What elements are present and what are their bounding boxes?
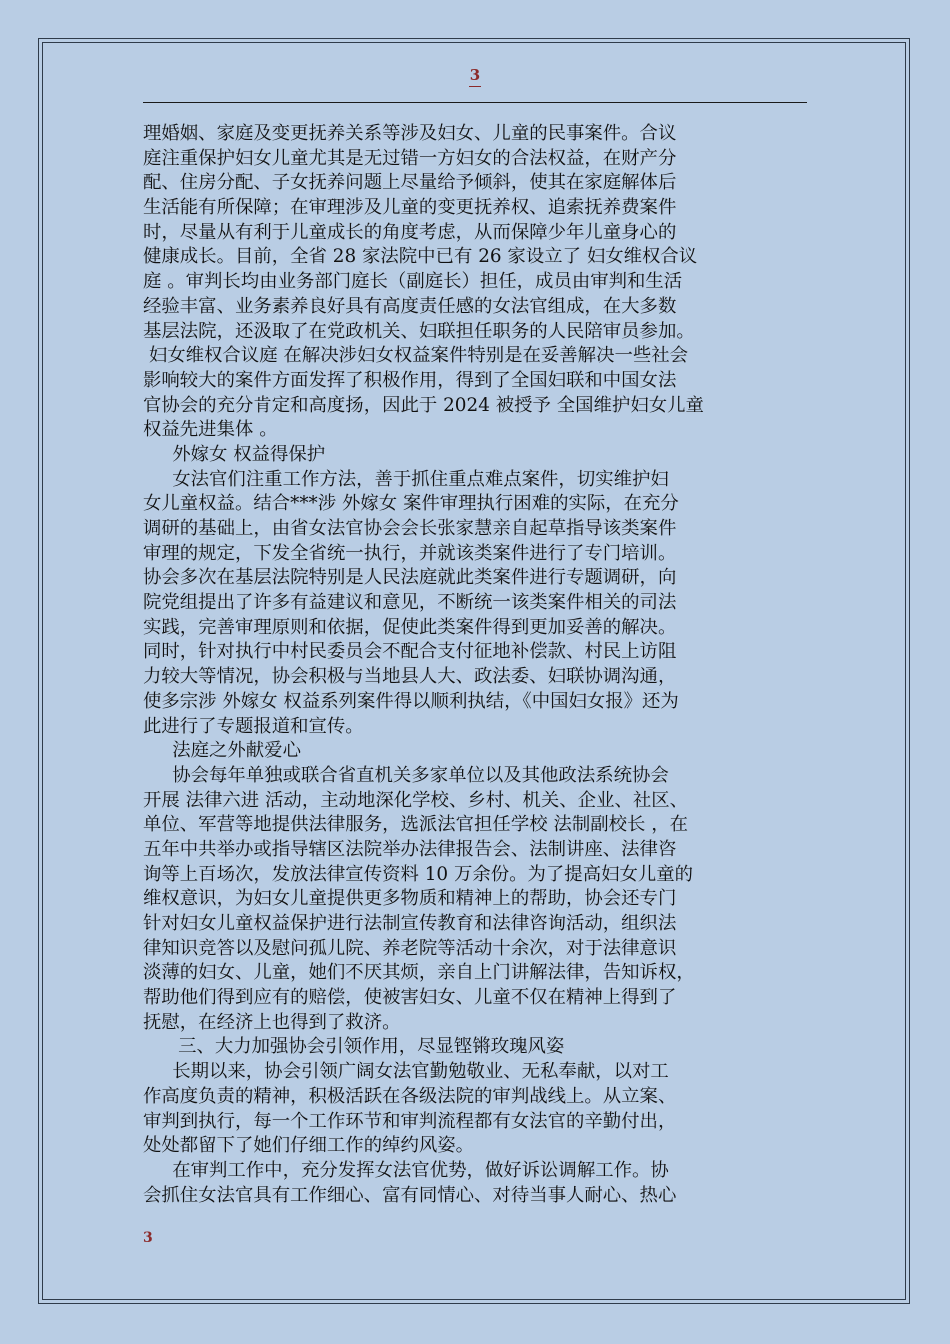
text-line: 单位、军营等地提供法律服务，选派法官担任学校 法制副校长 ，在 — [143, 814, 689, 836]
text-line: 淡薄的妇女、儿童，她们不厌其烦，亲自上门讲解法律，告知诉权， — [143, 962, 695, 984]
text-line: 律知识竞答以及慰问孤儿院、养老院等活动十余次，对于法律意识 — [143, 937, 677, 959]
text-line: 妇女维权合议庭 在解决涉妇女权益案件特别是在妥善解决一些社会 — [143, 345, 689, 367]
text-line: 女儿童权益。结合***涉 外嫁女 案件审理执行困难的实际，在充分 — [143, 493, 679, 515]
text-line: 会抓住女法官具有工作细心、富有同情心、对待当事人耐心、热心 — [143, 1184, 677, 1206]
text-line: 在审判工作中，充分发挥女法官优势，做好诉讼调解工作。协 — [143, 1159, 669, 1181]
header-rule — [143, 102, 807, 103]
text-line: 基层法院，还汲取了在党政机关、妇联担任职务的人民陪审员参加。 — [143, 320, 695, 342]
text-line: 审判到执行，每一个工作环节和审判流程都有女法官的辛勤付出， — [143, 1110, 677, 1132]
text-line: 配、住房分配、子女抚养问题上尽量给予倾斜，使其在家庭解体后 — [143, 172, 677, 194]
header-page-number-underline — [469, 86, 481, 87]
text-line: 处处都留下了她们仔细工作的绰约风姿。 — [143, 1135, 475, 1157]
text-line: 调研的基础上，由省女法官协会会长张家慧亲自起草指导该类案件 — [143, 518, 677, 539]
text-line: 影响较大的案件方面发挥了积极作用，得到了全国妇联和中国女法 — [143, 369, 677, 391]
header-page-number: 3 — [469, 66, 481, 84]
text-line: 维权意识，为妇女儿童提供更多物质和精神上的帮助，协会还专门 — [143, 888, 677, 910]
text-line: 针对妇女儿童权益保护进行法制宣传教育和法律咨询活动，组织法 — [143, 913, 677, 934]
text-line: 时，尽量从有利于儿童成长的角度考虑，从而保障少年儿童身心的 — [143, 221, 677, 243]
text-line: 庭注重保护妇女儿童尤其是无过错一方妇女的合法权益，在财产分 — [143, 147, 677, 169]
text-line: 女法官们注重工作方法，善于抓住重点难点案件，切实维护妇 — [143, 468, 669, 490]
text-line: 协会多次在基层法院特别是人民法庭就此类案件进行专题调研，向 — [143, 567, 677, 589]
document-body — [143, 122, 811, 1208]
text-line: 官协会的充分肯定和高度扬，因此于 2024 被授予 全国维护妇女儿童 — [143, 394, 704, 416]
text-line: 抚慰，在经济上也得到了救济。 — [143, 1011, 401, 1033]
text-line: 同时，针对执行中村民委员会不配合支付征地补偿款、村民上访阻 — [143, 641, 677, 663]
text-line: 理婚姻、家庭及变更抚养关系等涉及妇女、儿童的民事案件。合议 — [143, 123, 677, 144]
text-line: 使多宗涉 外嫁女 权益系列案件得以顺利执结，《中国妇女报》还为 — [143, 690, 679, 712]
text-line: 力较大等情况，协会积极与当地县人大、政法委、妇联协调沟通， — [143, 666, 677, 688]
text-line: 法庭之外献爱心 — [143, 740, 301, 762]
text-line: 外嫁女 权益得保护 — [143, 443, 326, 465]
text-line: 五年中共举办或指导辖区法院举办法律报告会、法制讲座、法律咨 — [143, 838, 677, 860]
text-line: 开展 法律六进 活动，主动地深化学校、乡村、机关、企业、社区、 — [143, 789, 689, 811]
text-line: 生活能有所保障；在审理涉及儿童的变更抚养权、追索抚养费案件 — [143, 197, 677, 219]
text-line: 作高度负责的精神，积极活跃在各级法院的审判战线上。从立案、 — [143, 1085, 677, 1107]
text-line: 庭 。审判长均由业务部门庭长（副庭长）担任，成员由审判和生活 — [143, 271, 683, 293]
text-line: 权益先进集体 。 — [143, 419, 278, 441]
text-line: 长期以来，协会引领广阔女法官勤勉敬业、无私奉献，以对工 — [143, 1061, 669, 1083]
text-line: 询等上百场次，发放法律宣传资料 10 万余份。为了提高妇女儿童的 — [143, 863, 694, 885]
footer-page-number: 3 — [143, 1230, 153, 1246]
text-line: 帮助他们得到应有的赔偿，使被害妇女、儿童不仅在精神上得到了 — [143, 987, 677, 1009]
text-line: 三、大力加强协会引领作用，尽显铿锵玫瑰风姿 — [143, 1036, 565, 1058]
text-line: 实践，完善审理原则和依据，促使此类案件得到更加妥善的解决。 — [143, 616, 677, 638]
text-line: 经验丰富、业务素养良好具有高度责任感的女法官组成，在大多数 — [143, 295, 677, 317]
text-line: 此进行了专题报道和宣传。 — [143, 715, 364, 737]
text-line: 院党组提出了许多有益建议和意见，不断统一该类案件相关的司法 — [143, 592, 677, 614]
text-line: 审理的规定，下发全省统一执行，并就该类案件进行了专门培训。 — [143, 542, 677, 564]
text-line: 协会每年单独或联合省直机关多家单位以及其他政法系统协会 — [143, 764, 669, 786]
text-line: 健康成长。目前，全省 28 家法院中已有 26 家设立了 妇女维权合议 — [143, 246, 698, 268]
